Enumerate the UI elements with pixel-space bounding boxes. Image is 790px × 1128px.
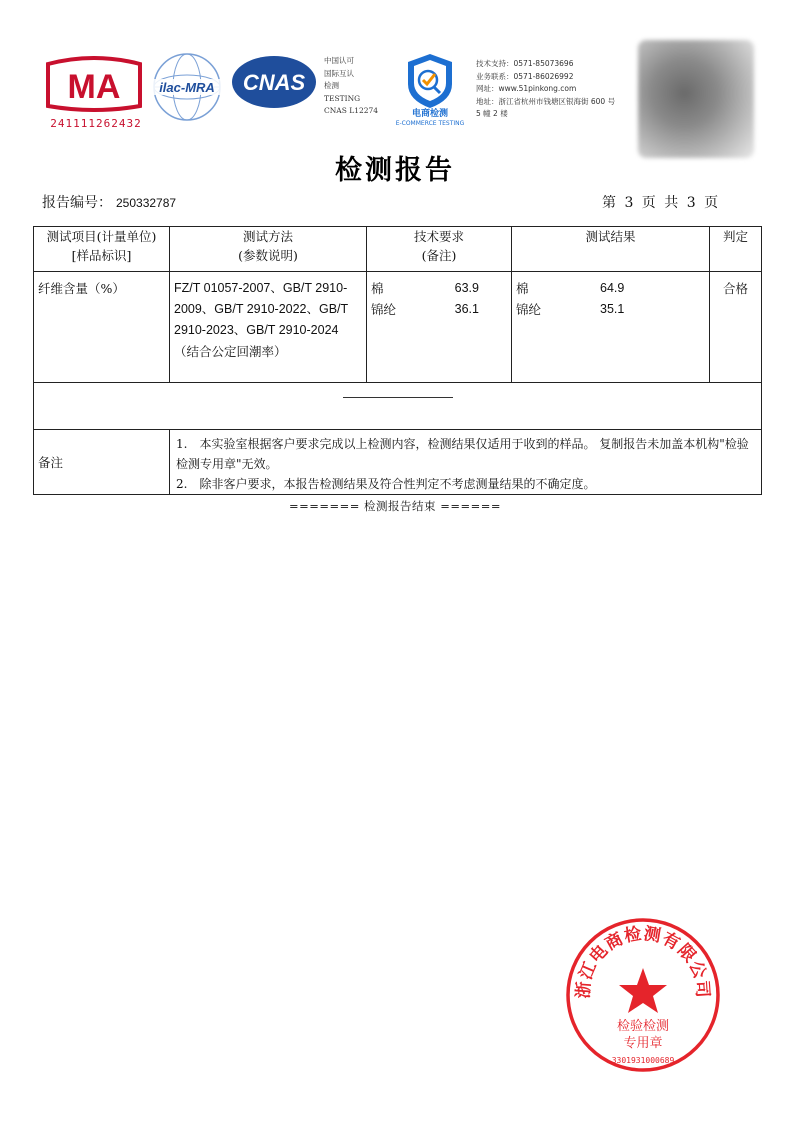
table-header-row — [34, 227, 762, 272]
official-seal — [564, 916, 722, 1074]
notes-cell — [170, 430, 762, 495]
contact-address-cont: 5 幢 2 楼 — [476, 109, 508, 118]
blank-row — [34, 383, 762, 430]
test-method-cell — [170, 272, 367, 383]
notes-label: 备注 — [34, 430, 170, 495]
notes-row — [34, 430, 762, 495]
result-cotton: 棉 64.9 — [516, 281, 625, 296]
method-note: （结合公定回潮率） — [174, 344, 287, 359]
report-table — [33, 226, 762, 495]
note-1: 1. 本实验室根据客户要求完成以上检测内容，检测结果仅适用于收到的样品。 复制报告未加盖本机构"检验检测专用章"无效。 — [176, 437, 749, 471]
svg-text:浙江电商检测有限公司: 浙江电商检测有限公司 — [573, 923, 713, 1000]
report-number-label: 报告编号： — [42, 195, 112, 211]
cnas-accreditation-text: 中国认可 国际互认 检测 TESTING CNAS L12274 — [324, 56, 379, 115]
svg-text:ilac-MRA: ilac-MRA — [159, 80, 215, 95]
svg-text:MA: MA — [67, 68, 121, 106]
header-judgement: 判定 — [710, 227, 762, 272]
method-standards: FZ/T 01057-2007、GB/T 2910-2009、GB/T 2910-2022、GB/T 2910-2023、GB/T 2910-2024 — [174, 281, 348, 337]
report-number-value: 250332787 — [116, 196, 177, 210]
test-item-cell: 纤维含量（%） — [34, 272, 170, 383]
divider-line — [343, 397, 453, 398]
requirements-cell — [367, 272, 512, 383]
svg-text:E-COMMERCE TESTING: E-COMMERCE TESTING — [395, 120, 465, 126]
report-title: 检测报告 — [335, 155, 455, 186]
header-result: 测试结果 — [512, 227, 710, 272]
ecommerce-testing-logo — [382, 50, 478, 126]
header-requirements: 技术要求 (备注) — [367, 227, 512, 272]
svg-text:电商检测: 电商检测 — [411, 109, 449, 119]
result-cell — [512, 272, 710, 383]
svg-text:专用章: 专用章 — [623, 1036, 663, 1051]
header-test-item: 测试项目(计量单位) [样品标识] — [34, 227, 170, 272]
contact-address: 地址：浙江省杭州市钱塘区银海街 600 号 — [476, 96, 616, 106]
table-row — [34, 272, 762, 383]
contact-website: 网址：www.51pinkong.com — [476, 84, 577, 93]
contact-tech-support: 技术支持：0571-85073696 — [476, 59, 574, 68]
report-end-marker: ======= 检测报告结束 ====== — [288, 499, 502, 513]
cma-logo — [44, 56, 144, 112]
contact-business: 业务联系：0571-86026992 — [476, 71, 574, 81]
result-nylon: 锦纶 35.1 — [516, 302, 625, 317]
svg-text:检验检测: 检验检测 — [616, 1019, 670, 1034]
report-number — [42, 192, 176, 212]
note-2: 2. 除非客户要求，本报告检测结果及符合性判定不考虑测量结果的不确定度。 — [176, 477, 596, 491]
svg-text:CNAS: CNAS — [242, 70, 306, 95]
judgement-cell: 合格 — [710, 272, 762, 383]
page-info: 第 3 页 共 3 页 — [602, 195, 719, 211]
ilac-mra-logo — [148, 50, 226, 124]
svg-text:3301931000689: 3301931000689 — [611, 1056, 675, 1065]
requirement-nylon: 锦纶 36.1 — [371, 302, 479, 317]
requirement-cotton: 棉 63.9 — [371, 281, 479, 296]
cma-number: 241111262432 — [50, 117, 142, 130]
cnas-logo — [230, 54, 318, 110]
blurred-qr-code — [638, 40, 754, 158]
header-test-method: 测试方法 (参数说明) — [170, 227, 367, 272]
contact-info — [476, 58, 615, 121]
